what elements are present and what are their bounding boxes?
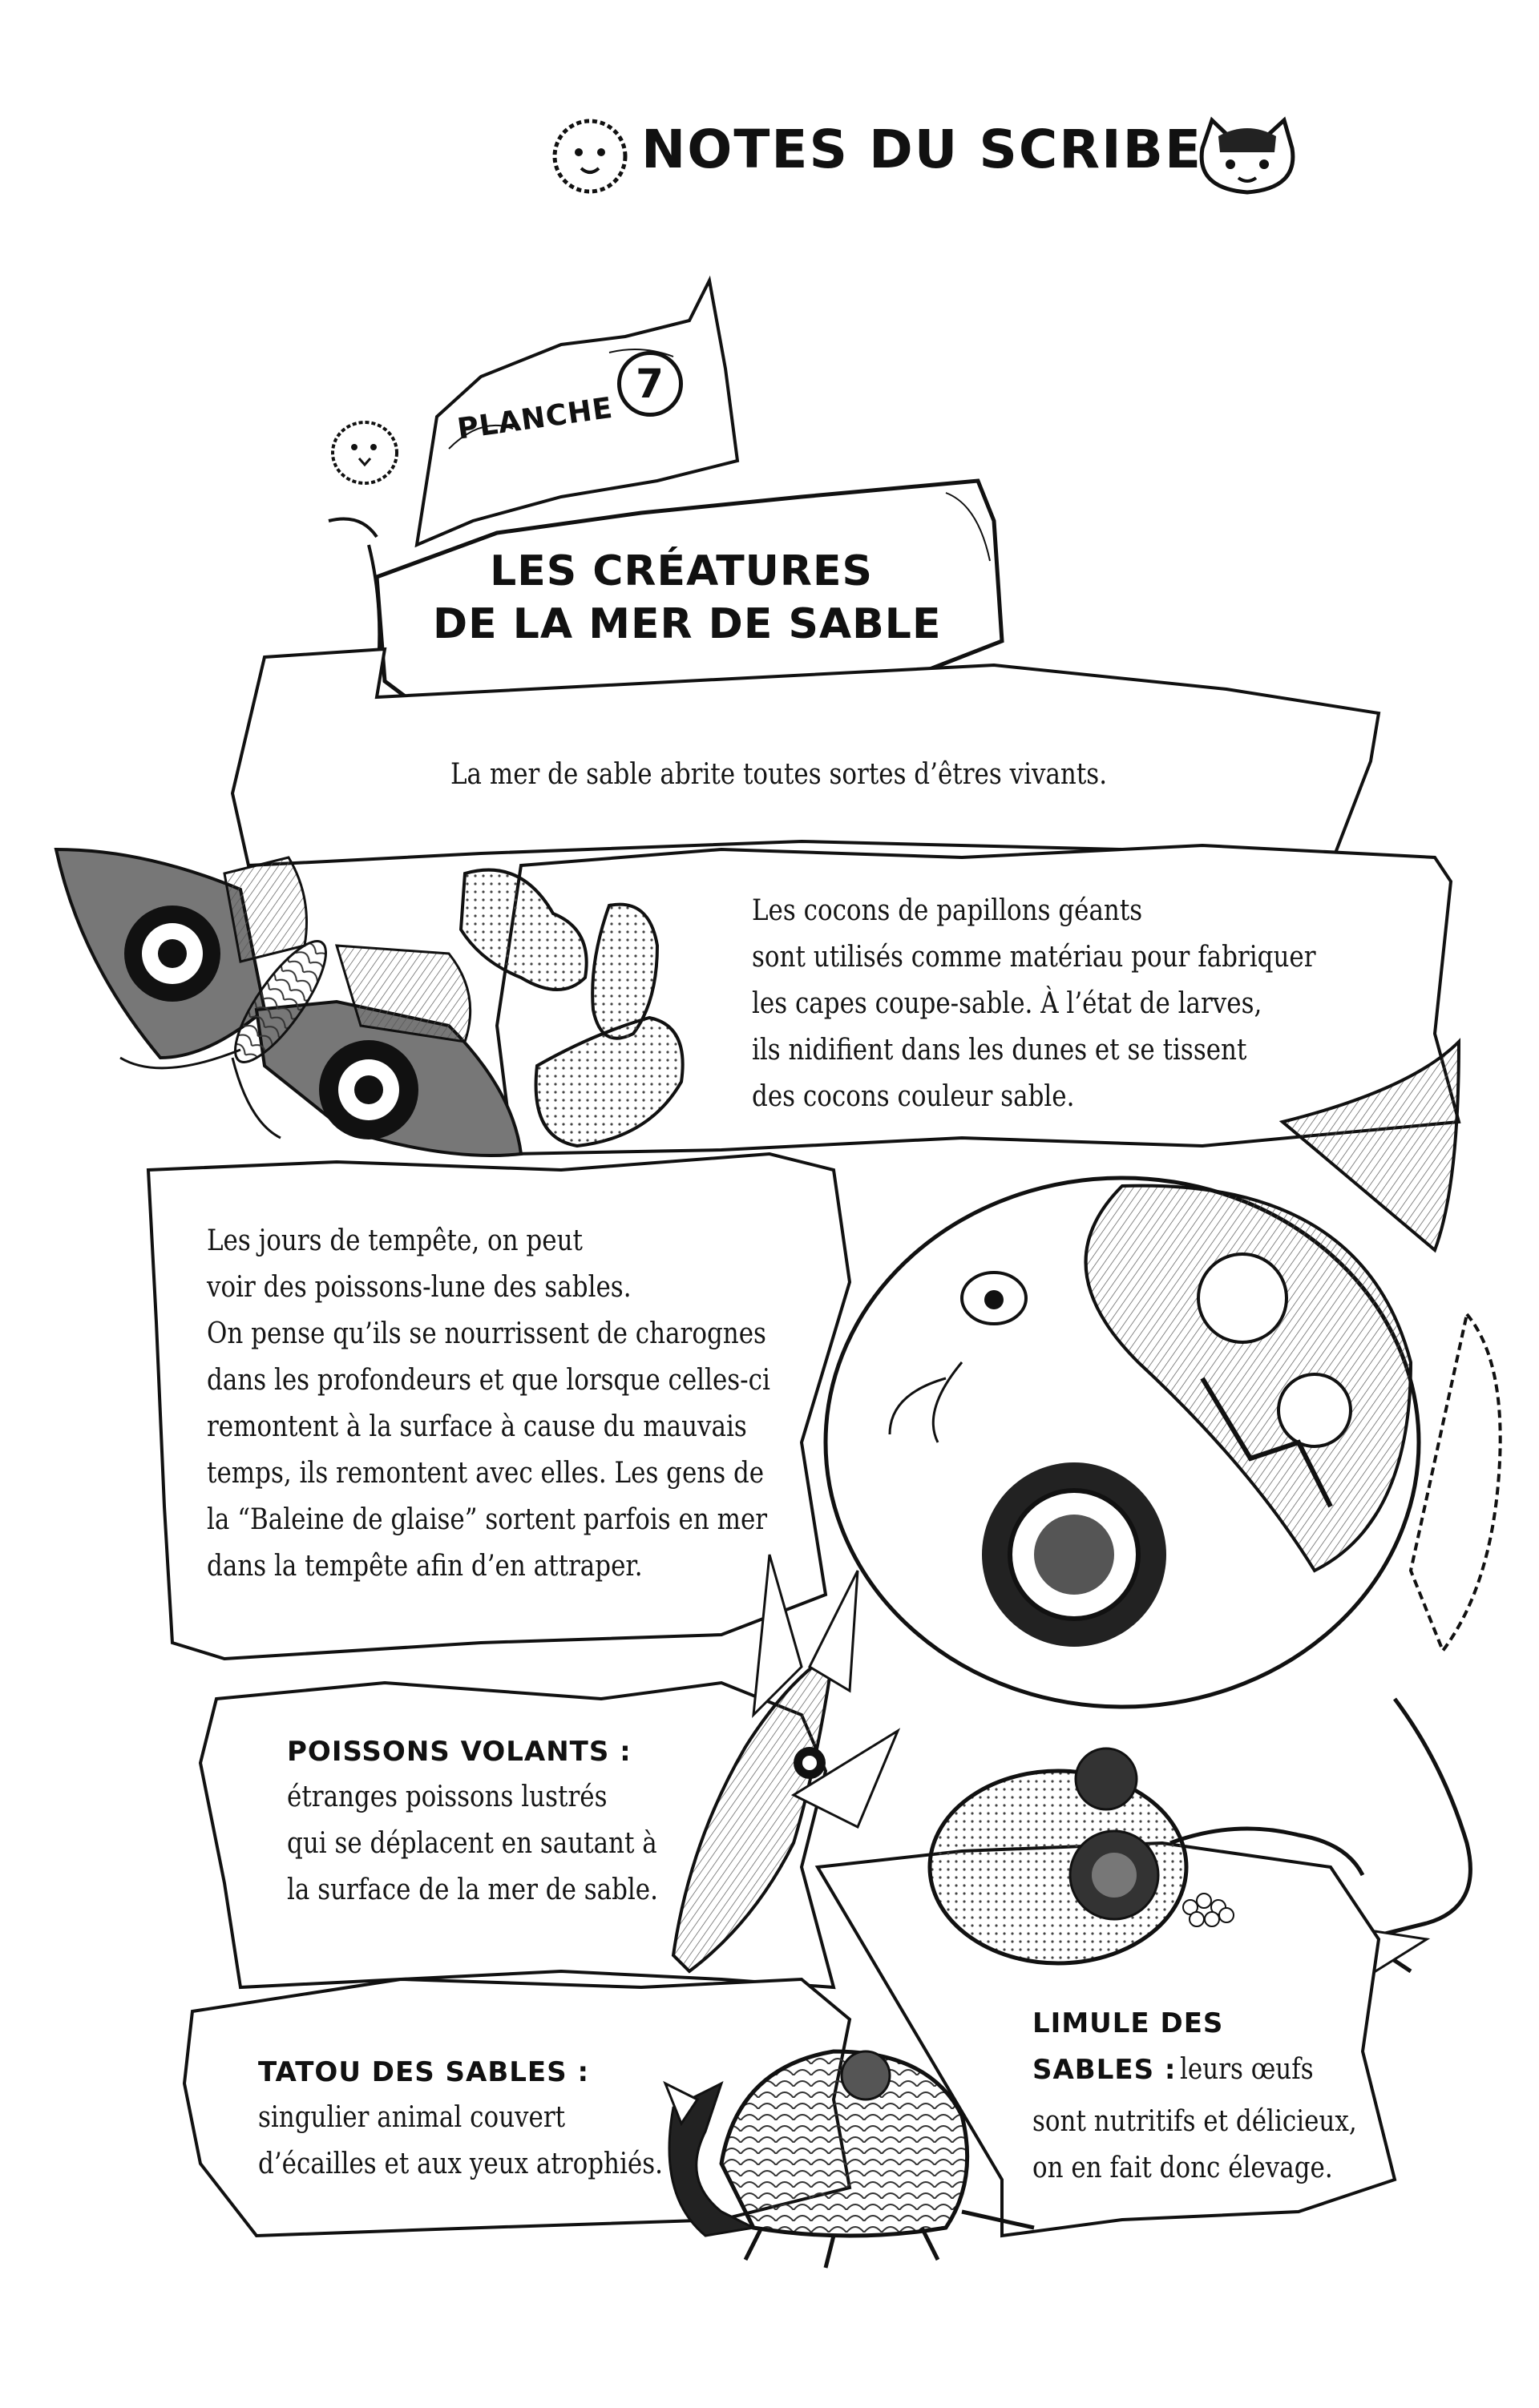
plate-label-text: PLANCHE <box>455 391 616 446</box>
cocoons-line: sont utilisés comme matériau pour fabriquer <box>752 941 1316 974</box>
cocoons-line: Les cocons de papillons géants <box>752 894 1143 927</box>
limule-caption <box>1032 2000 1410 2192</box>
limule-line: sont nutritifs et délicieux, <box>1032 2105 1357 2138</box>
limule-line: on en fait donc élevage. <box>1032 2152 1333 2184</box>
limule-title-row <box>1032 2047 1410 2099</box>
sunfish-line: la “Baleine de glaise” sortent parfois en mer <box>207 1503 768 1536</box>
hedgehog-icon <box>555 121 625 192</box>
limule-title-line1: LIMULE DES <box>1032 2007 1224 2039</box>
flying-fish-title: POISSONS VOLANTS : <box>287 1736 632 1768</box>
bird-icon <box>333 422 397 483</box>
cocoons-line: ils nidifient dans les dunes et se tissent <box>752 1034 1247 1067</box>
butterfly-icon <box>56 849 521 1156</box>
armadillo-line: d’écailles et aux yeux atrophiés. <box>258 2148 663 2180</box>
armadillo-title: TATOU DES SABLES : <box>258 2056 590 2088</box>
cocoons-text <box>752 888 1316 1120</box>
cocoons-line: des cocons couleur sable. <box>752 1080 1075 1113</box>
armadillo-body <box>258 2095 663 2188</box>
cocoons-line: les capes coupe-sable. À l’état de larves, <box>752 987 1262 1020</box>
armadillo-line: singulier animal couvert <box>258 2101 566 2134</box>
flying-fish-line: étranges poissons lustrés <box>287 1781 608 1813</box>
sunfish-line: temps, ils remontent avec elles. Les gens de <box>207 1457 765 1490</box>
sunfish-line: dans la tempête afin d’en attraper. <box>207 1550 643 1583</box>
limule-line2-rest: leurs œufs <box>1179 2053 1314 2086</box>
plate-number-badge <box>617 351 683 417</box>
plate-number: 7 <box>636 361 664 407</box>
banner-title-line2: DE LA MER DE SABLE <box>433 600 942 648</box>
banner-title <box>433 545 942 651</box>
flying-fish-caption <box>287 1736 718 1914</box>
header-title: NOTES DU SCRIBE <box>641 119 1203 180</box>
intro-text: La mer de sable abrite toutes sortes d’êtres vivants. <box>450 758 1108 791</box>
cat-mascot-icon <box>1202 120 1293 192</box>
sunfish-line: dans les profondeurs et que lorsque celles-ci <box>207 1364 770 1397</box>
sunfish-line: remontent à la surface à cause du mauvais <box>207 1410 747 1443</box>
limule-title-line2: SABLES : <box>1032 2054 1177 2086</box>
sunfish-line: voir des poissons-lune des sables. <box>207 1271 632 1304</box>
flying-fish-line: qui se déplacent en sautant à <box>287 1827 657 1860</box>
sunfish-line: Les jours de tempête, on peut <box>207 1224 583 1257</box>
banner-title-line1: LES CRÉATURES <box>490 547 873 595</box>
sunfish-line: On pense qu’ils se nourrissent de charognes <box>207 1317 766 1350</box>
flying-fish-body <box>287 1774 658 1914</box>
limule-body <box>1032 2099 1357 2192</box>
flying-fish-line: la surface de la mer de sable. <box>287 1874 658 1906</box>
armadillo-caption <box>258 2056 729 2188</box>
sunfish-text <box>207 1218 770 1590</box>
